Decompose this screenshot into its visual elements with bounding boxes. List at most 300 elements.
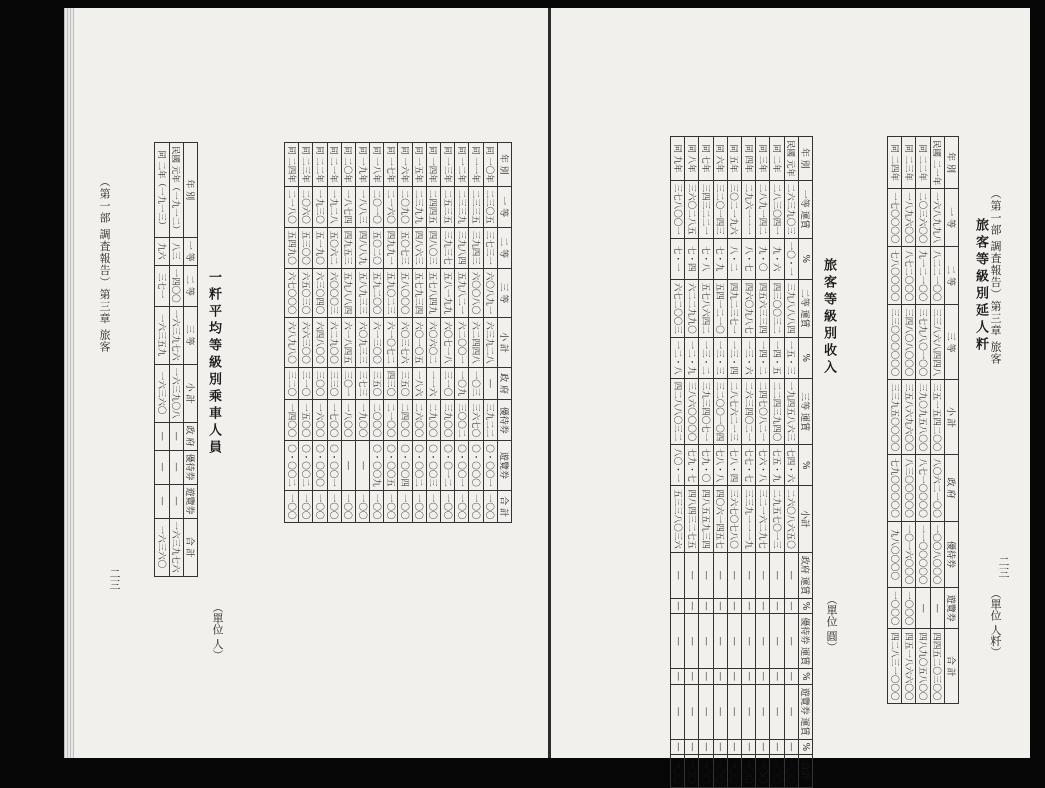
- table-cell: ―: [155, 422, 169, 450]
- column-header: 一 等: [183, 237, 197, 265]
- table-cell: 一〇〇: [313, 490, 327, 523]
- table-cell: 〇・〇〇〇: [469, 441, 483, 491]
- table-row: [742, 137, 756, 788]
- table-row: [169, 143, 183, 577]
- table-cell: ―: [341, 441, 355, 491]
- table-row: [455, 143, 469, 523]
- table-cell: 三三〇: [327, 367, 341, 400]
- table-cell: 同 二三年: [299, 143, 313, 187]
- table-cell: 七五・九: [770, 445, 784, 486]
- column-header: 一 等: [497, 186, 511, 227]
- table-cell: 三九〇九五八〇〇: [916, 380, 930, 455]
- table-cell: ―: [699, 684, 713, 739]
- table-cell: 一〇〇: [469, 490, 483, 523]
- table-cell: 二〇六〇: [299, 186, 313, 227]
- table-cell: 八七一〇〇〇〇: [916, 455, 930, 522]
- table-cell: ―: [770, 669, 784, 685]
- table-cell: 三九三七: [441, 227, 455, 268]
- column-header: 三等 運賃: [798, 378, 812, 445]
- table-cell: 三七一: [155, 265, 169, 306]
- table-cell: 一六〇〇: [313, 400, 327, 441]
- table-cell: 一〇〇: [355, 490, 369, 523]
- table-cell: ―: [713, 669, 727, 685]
- column-header: 合 計: [944, 629, 958, 704]
- table-cell: 四八八九: [355, 227, 369, 268]
- table-cell: 一〇〇: [685, 755, 699, 788]
- table-cell: 二八七六二一三: [727, 378, 741, 445]
- table-cell: 六三九二八: [483, 318, 497, 368]
- table-row: [713, 137, 727, 788]
- table-cell: 五九八八四: [341, 268, 355, 318]
- table-cell: ―: [916, 588, 930, 629]
- table-cell: 六〇〇〇三: [327, 268, 341, 318]
- table-d-title: 旅客等級別延人粁: [973, 218, 988, 354]
- table-cell: 四八五五九三四: [699, 486, 713, 553]
- table-cell: 一〇〇: [398, 490, 412, 523]
- table-cell: 一七〇〇: [327, 400, 341, 441]
- table-cell: 〇・〇〇一: [483, 441, 497, 491]
- table-cell: 六二二九九〇: [685, 279, 699, 337]
- table-cell: 同 八年: [685, 137, 699, 181]
- table-cell: 二六三九〇三: [784, 180, 798, 238]
- table-cell: 五七八六四二: [699, 279, 713, 337]
- table-cell: ―: [685, 669, 699, 685]
- table-cell: ―: [770, 552, 784, 598]
- table-cell: 一一六: [426, 367, 440, 400]
- table-row: [930, 137, 944, 704]
- table-row: [299, 143, 313, 523]
- table-cell: ―: [355, 441, 369, 491]
- table-cell: 三八六〇〇〇〇: [685, 378, 699, 445]
- table-cell: 四三〇: [384, 367, 398, 400]
- table-cell: 同 二二年: [916, 137, 930, 189]
- table-cell: 一三・四: [727, 337, 741, 378]
- book-spread: [64, 8, 1030, 784]
- table-cell: 一一〇〇〇〇〇: [916, 521, 930, 588]
- table-cell: 七・八: [699, 238, 713, 279]
- table-cell: 一六三六〇: [155, 518, 169, 576]
- table-row: [412, 143, 426, 523]
- table-c-block: [670, 136, 813, 788]
- table-cell: 三七九八〇一〇〇: [916, 305, 930, 380]
- table-cell: ―: [756, 669, 770, 685]
- table-cell: 七・九: [713, 238, 727, 279]
- table-cell: 〇・〇〇五: [384, 441, 398, 491]
- table-row: [370, 143, 384, 523]
- table-cell: 六二九〇〇: [327, 318, 341, 368]
- table-cell: ―: [699, 598, 713, 614]
- table-cell: 三七三: [355, 367, 369, 400]
- table-cell: 同 一五年: [412, 143, 426, 187]
- column-header: 政 府: [183, 422, 197, 450]
- column-header: 小 計: [944, 380, 958, 455]
- table-cell: ―: [784, 614, 798, 669]
- table-cell: 三九二二: [483, 400, 497, 441]
- table-cell: 一八八三: [355, 186, 369, 227]
- table-cell: 一三・六: [742, 337, 756, 378]
- table-cell: ―: [930, 588, 944, 629]
- table-c-unit: （單位 圓）: [825, 594, 838, 653]
- table-cell: 二八九一四二: [756, 180, 770, 238]
- table-cell: ―: [169, 422, 183, 450]
- page-edge: [64, 8, 74, 758]
- table-cell: 八三〇〇〇〇〇: [902, 455, 916, 522]
- table-cell: 三七八〇〇一: [671, 180, 685, 238]
- table-cell: 三五〇: [398, 367, 412, 400]
- table-cell: 二〇一〇: [370, 186, 384, 227]
- table-cell: 六〇三七六: [398, 318, 412, 368]
- table-cell: ―: [685, 598, 699, 614]
- table-cell: 一三・二: [699, 337, 713, 378]
- table-cell: 七六・八: [756, 445, 770, 486]
- table-cell: 〇・〇〇〇: [313, 441, 327, 491]
- column-header: 遊覽券: [183, 484, 197, 518]
- header-row: [944, 137, 958, 704]
- table-cell: 五八一九九: [441, 268, 455, 318]
- table-cell: 同 二〇年: [341, 143, 355, 187]
- table-cell: ―: [671, 614, 685, 669]
- table-row: [398, 143, 412, 523]
- table-row: [285, 143, 299, 523]
- table-cell: ―: [671, 739, 685, 755]
- table-cell: 一〇〇: [285, 490, 299, 523]
- table-cell: 一九〇〇: [355, 400, 369, 441]
- table-cell: 一九二八: [327, 186, 341, 227]
- table-cell: ―: [155, 484, 169, 518]
- table-cell: 七七・七: [742, 445, 756, 486]
- column-header: 年 別: [798, 137, 812, 181]
- table-cell: ―: [727, 614, 741, 669]
- table-cell: 五四一二一〇: [713, 279, 727, 337]
- table-cell: 五〇二〇: [370, 227, 384, 268]
- table-cell: 〇・〇一二: [441, 441, 455, 491]
- table-cell: 八・二: [727, 238, 741, 279]
- table-cell: 二八三〇四一: [770, 180, 784, 238]
- table-cell: 一四〇〇: [169, 265, 183, 306]
- column-header: 一等 運賃: [798, 180, 812, 238]
- table-cell: 九一二一〇〇: [916, 247, 930, 305]
- column-header: 優待券: [497, 400, 511, 441]
- table-cell: 三二一六二九七: [756, 486, 770, 553]
- table-cell: 三七三一: [483, 227, 497, 268]
- table-cell: 〇・〇〇三: [426, 441, 440, 491]
- table-cell: 六七〇〇〇: [285, 268, 299, 318]
- table-cell: 九八〇〇〇〇: [888, 521, 902, 588]
- table-cell: ―: [169, 484, 183, 518]
- table-cell: 一六三九〇八: [169, 364, 183, 422]
- table-cell: 一八七四: [341, 186, 355, 227]
- table-row: [699, 137, 713, 788]
- table-cell: 二五三五: [441, 186, 455, 227]
- running-header-left: （第一部 調査報告）第三章 旅客: [98, 176, 111, 353]
- table-d-block: [887, 136, 959, 704]
- table-cell: ―: [685, 614, 699, 669]
- table-cell: 一〇一六〇〇〇: [902, 521, 916, 588]
- table-cell: 五八九三三: [355, 268, 369, 318]
- revenue-table: [670, 136, 813, 788]
- table-cell: 三九四三: [469, 227, 483, 268]
- table-cell: 二一八〇: [285, 186, 299, 227]
- column-header: %: [798, 739, 812, 755]
- header-row: [497, 143, 511, 523]
- table-cell: 三三〇〇〇〇〇〇: [888, 305, 902, 380]
- table-cell: ―: [155, 450, 169, 484]
- table-cell: 一五〇〇: [299, 400, 313, 441]
- table-cell: 同 二年: [770, 137, 784, 181]
- column-header: 二 等: [944, 247, 958, 305]
- table-cell: 一〇〇〇: [902, 588, 916, 629]
- table-cell: 一三・三: [713, 337, 727, 378]
- table-cell: 一〇〇: [370, 490, 384, 523]
- table-cell: 四五六三三四: [756, 279, 770, 337]
- right-page: [551, 8, 1030, 784]
- header-row: [183, 143, 197, 577]
- table-cell: ―: [713, 684, 727, 739]
- table-cell: 四六〇九八七: [742, 279, 756, 337]
- table-cell: 六一三〇〇: [370, 318, 384, 368]
- table-cell: 同 一九年: [355, 143, 369, 187]
- table-cell: 一六三六〇: [155, 364, 169, 422]
- table-cell: 一六三九七六: [169, 306, 183, 364]
- table-cell: 一〇〇: [727, 755, 741, 788]
- table-cell: 同 二四年: [888, 137, 902, 189]
- table-cell: 一〇〇: [327, 490, 341, 523]
- column-header: 遊覽券: [497, 441, 511, 491]
- table-cell: ―: [727, 598, 741, 614]
- table-row: [155, 143, 169, 577]
- table-cell: 同 二一年: [327, 143, 341, 187]
- table-cell: 八七二〇〇〇: [902, 247, 916, 305]
- table-row: [916, 137, 930, 704]
- column-header: 小 計: [497, 318, 511, 368]
- table-cell: ―: [756, 614, 770, 669]
- table-cell: 同 二二年: [313, 143, 327, 187]
- table-b-title: 一粁平均等級別乘車人員: [206, 270, 221, 457]
- column-header: 政 府: [944, 455, 958, 522]
- table-cell: 七・一: [671, 238, 685, 279]
- table-cell: 二九〇〇: [426, 400, 440, 441]
- table-cell: 六一八四五: [341, 318, 355, 368]
- column-header: %: [798, 445, 812, 486]
- table-cell: ―: [770, 598, 784, 614]
- table-cell: ―: [742, 598, 756, 614]
- table-cell: ―: [671, 669, 685, 685]
- table-cell: 二四四五: [426, 186, 440, 227]
- table-row: [671, 137, 685, 788]
- column-header: 小 計: [183, 364, 197, 422]
- table-cell: 二四〇〇: [398, 400, 412, 441]
- table-row: [756, 137, 770, 788]
- table-cell: 一〇〇: [441, 490, 455, 523]
- table-cell: 同 九年: [671, 137, 685, 181]
- table-cell: 四九二三七一: [727, 279, 741, 337]
- table-cell: ―: [770, 739, 784, 755]
- table-cell: 三九〇〇: [441, 400, 455, 441]
- table-cell: 一〇〇: [384, 490, 398, 523]
- table-cell: ―: [713, 739, 727, 755]
- table-cell: 四八四三二七五: [685, 486, 699, 553]
- table-cell: ―: [742, 684, 756, 739]
- table-cell: 二四七〇八二一: [756, 378, 770, 445]
- left-page: [64, 8, 549, 758]
- table-cell: 一二・九: [685, 337, 699, 378]
- table-cell: 四八〇三: [426, 227, 440, 268]
- table-cell: 三二〇一四三: [713, 180, 727, 238]
- table-cell: 三九八八八四: [784, 279, 798, 337]
- table-cell: ―: [742, 669, 756, 685]
- table-cell: 一〇〇: [671, 755, 685, 788]
- table-cell: 一四・二: [756, 337, 770, 378]
- table-cell: 一〇〇〇: [888, 588, 902, 629]
- table-cell: 二〇三六〇〇: [916, 189, 930, 247]
- table-cell: 〇・〇〇一: [455, 441, 469, 491]
- table-d-unit: （單位 人粁）: [989, 588, 1002, 658]
- table-cell: 二一六〇: [384, 186, 398, 227]
- table-cell: 同 一一年: [469, 143, 483, 187]
- table-cell: ―: [756, 684, 770, 739]
- table-row: [384, 143, 398, 523]
- table-cell: 九・〇: [756, 238, 770, 279]
- table-cell: 四二八三一〇〇〇: [888, 629, 902, 704]
- column-header: 二 等: [497, 227, 511, 268]
- table-cell: 四四五二〇三〇〇: [930, 629, 944, 704]
- table-cell: 六三〇四〇: [313, 268, 327, 318]
- table-cell: 二一〇〇: [384, 400, 398, 441]
- table-cell: 同 二年（一九一三）: [155, 143, 169, 238]
- table-cell: ―: [699, 614, 713, 669]
- column-header: 合計: [798, 755, 812, 788]
- table-row: [469, 143, 483, 523]
- table-cell: 一五・三: [784, 337, 798, 378]
- table-cell: ―: [713, 598, 727, 614]
- column-header: 二等 運賃: [798, 279, 812, 337]
- table-cell: ―: [756, 552, 770, 598]
- table-cell: ―: [671, 598, 685, 614]
- table-cell: 五九〇二三: [384, 268, 398, 318]
- table-cell: ―: [713, 614, 727, 669]
- table-cell: 一〇〇: [713, 755, 727, 788]
- table-cell: 三六七〇七八〇: [727, 486, 741, 553]
- page-number-left: 二三: [108, 568, 121, 590]
- table-cell: 三三九五〇〇〇〇: [888, 380, 902, 455]
- table-cell: 同 一七年: [384, 143, 398, 187]
- table-cell: ―: [671, 684, 685, 739]
- table-row: [483, 143, 497, 523]
- table-row: [784, 137, 798, 788]
- table-cell: 七四・六: [784, 445, 798, 486]
- table-cell: 〇・〇〇二: [285, 441, 299, 491]
- table-cell: ―: [756, 598, 770, 614]
- table-cell: 三三九一一一九: [742, 486, 756, 553]
- table-cell: 民國 元年: [784, 137, 798, 181]
- column-header: %: [798, 238, 812, 279]
- table-cell: 七・四: [685, 238, 699, 279]
- table-cell: 八〇・一: [671, 445, 685, 486]
- table-cell: 同 四年: [742, 137, 756, 181]
- table-cell: 一六三五九: [155, 306, 169, 364]
- table-cell: 九六: [155, 237, 169, 265]
- table-cell: 二六〇〇: [412, 400, 426, 441]
- table-cell: ―: [784, 598, 798, 614]
- table-cell: 八三: [169, 237, 183, 265]
- table-cell: ―: [742, 552, 756, 598]
- table-cell: 同 五年: [727, 137, 741, 181]
- table-cell: 八二二一〇〇: [930, 247, 944, 305]
- table-cell: 一〇〇: [412, 490, 426, 523]
- passenger-km-table: [887, 136, 959, 704]
- table-cell: 七九〇〇〇〇〇: [888, 455, 902, 522]
- table-cell: 六六三〇〇: [299, 318, 313, 368]
- table-cell: ―: [685, 684, 699, 739]
- table-cell: 五三三八〇三六: [671, 486, 685, 553]
- table-cell: 五〇六二: [327, 227, 341, 268]
- table-cell: ―: [685, 739, 699, 755]
- table-cell: 五三〇〇: [299, 227, 313, 268]
- table-cell: 同 一六年: [398, 143, 412, 187]
- table-row: [355, 143, 369, 523]
- table-row: [770, 137, 784, 788]
- table-cell: 〇・〇〇二: [299, 441, 313, 491]
- table-cell: 三〇〇: [313, 367, 327, 400]
- column-header: 遊覽券: [944, 588, 958, 629]
- table-row: [313, 143, 327, 523]
- table-b-unit: （單位 人）: [211, 602, 224, 661]
- table-row: [685, 137, 699, 788]
- table-cell: 〇・〇〇一: [327, 441, 341, 491]
- table-cell: 五〇七三: [398, 227, 412, 268]
- table-cell: 三四三二二一: [699, 180, 713, 238]
- table-row: [727, 137, 741, 788]
- table-cell: 一八九六〇〇: [902, 189, 916, 247]
- table-cell: 一〇〇: [299, 490, 313, 523]
- column-header: 年 別: [497, 143, 511, 187]
- column-header: 優待券: [183, 450, 197, 484]
- table-cell: 一七〇〇〇〇: [888, 189, 902, 247]
- table-cell: ―: [685, 552, 699, 598]
- table-cell: 二三三九: [455, 186, 469, 227]
- table-cell: 一九四五八六三: [784, 378, 798, 445]
- table-cell: 一六八九九八: [930, 189, 944, 247]
- table-cell: 四八九〇五八〇〇: [916, 629, 930, 704]
- table-cell: 八〇六二一〇〇: [930, 455, 944, 522]
- table-cell: 一〇〇: [699, 755, 713, 788]
- table-cell: ―: [770, 684, 784, 739]
- table-cell: 五九八二一: [455, 268, 469, 318]
- table-cell: 三九三四〇七一: [699, 378, 713, 445]
- table-cell: 六四八〇〇: [313, 318, 327, 368]
- column-header: %: [798, 598, 812, 614]
- table-cell: 四〇六一四五七: [713, 486, 727, 553]
- table-cell: 一〇〇: [784, 755, 798, 788]
- table-cell: 三五八六九六〇〇: [902, 380, 916, 455]
- table-cell: 同 一二年: [455, 143, 469, 187]
- table-cell: 二三〇五: [483, 186, 497, 227]
- table-cell: 五九二〇〇: [370, 268, 384, 318]
- table-cell: 九・六: [770, 238, 784, 279]
- table-cell: 三三八六八四四八: [930, 305, 944, 380]
- table-cell: ―: [784, 552, 798, 598]
- table-cell: 五七九三四: [412, 268, 426, 318]
- table-cell: 五四九〇: [285, 227, 299, 268]
- table-cell: 民國 二一年: [930, 137, 944, 189]
- table-cell: 一〇〇: [455, 490, 469, 523]
- table-cell: 三〇〇二: [455, 400, 469, 441]
- table-cell: 二九五七〇一三: [770, 486, 784, 553]
- table-cell: 一〇〇: [756, 755, 770, 788]
- table-cell: 〇・〇〇二: [412, 441, 426, 491]
- table-cell: ―: [699, 552, 713, 598]
- table-cell: 一二・八: [671, 337, 685, 378]
